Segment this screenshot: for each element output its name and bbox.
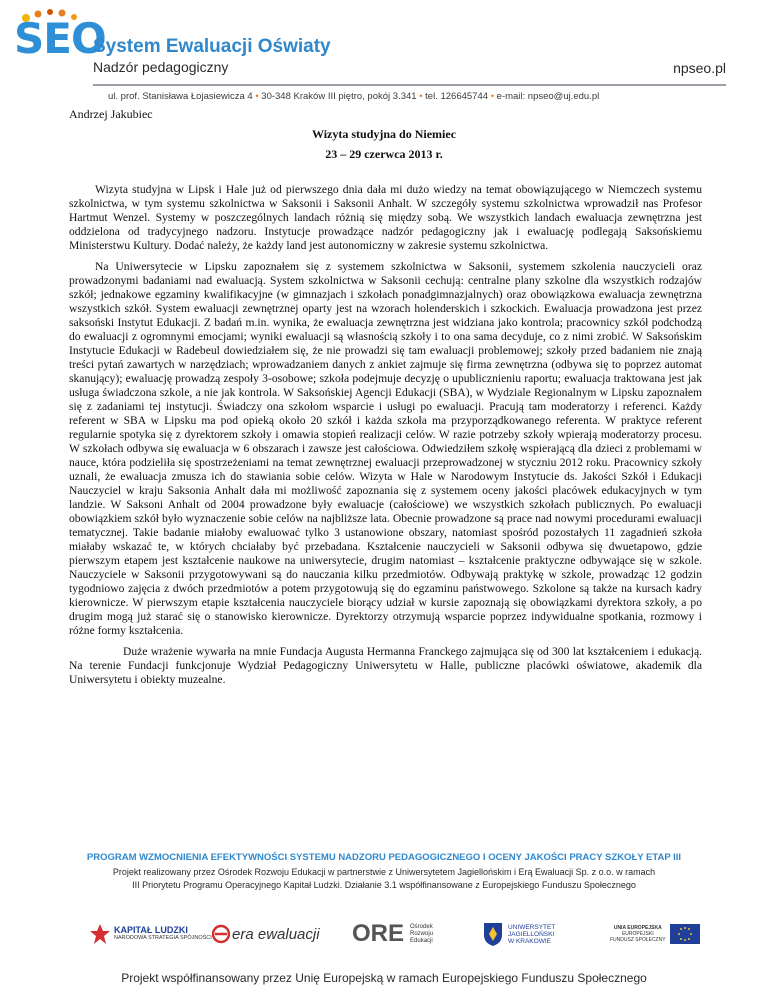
logo-text: SEO <box>14 14 106 63</box>
paragraph-1: Wizyta studyjna w Lipsk i Hale już od pierwszego dnia dała mi dużo wiedzy na temat obowiązującego w Niemczech systemu szkolnictwa, w tym systemu szkolnictwa w Saksonii i Saksonii Anhalt. W szczegóły systemu szkolnictwa wprowadził nas Profesor Hartmut Wenzel. Systemy w poszczególnych landach różnią się między sobą. We wszystkich landach ewaluacja zewnętrzna jest oddzielona od tradycyjnego nadzoru. Instytucje prowadzące nadzór pedagogiczny jak i ewaluację podlegają Saksońskiemu Ministerstwu Kultury. Dodać należy, że każdy land jest autonomiczny w zakresie systemu szkolnictwa. <box>69 183 702 252</box>
document-body <box>69 183 702 694</box>
uj-line3: W KRAKOWIE <box>508 937 551 945</box>
eu-line1: UNIA EUROPEJSKA <box>613 925 662 931</box>
ore-sub1: Ośrodek <box>410 923 433 930</box>
eu-flag-icon <box>670 924 700 944</box>
project-line-1: Projekt realizowany przez Ośrodek Rozwoju Edukacji w partnerstwie z Uniwersytetem Jagiellońskim i Erą Ewaluacji Sp. z o.o. w ramach <box>112 867 656 877</box>
document-date: 23 – 29 czerwca 2013 r. <box>325 147 443 161</box>
address-email[interactable]: e-mail: npseo@uj.edu.pl <box>496 91 600 102</box>
uj-line1: UNIWERSYTET <box>508 923 556 931</box>
kl-sub: NARODOWA STRATEGIA SPÓJNOŚCI <box>114 935 212 941</box>
ore-mark: ORE <box>352 920 405 947</box>
address-line <box>108 91 599 102</box>
header-divider <box>93 84 726 86</box>
kl-star-icon <box>90 923 110 945</box>
project-line-2: III Priorytetu Programu Operacyjnego Kapitał Ludzki. Działanie 3.1 współfinansowane z Europejskiego Funduszu Społecznego <box>132 880 636 890</box>
org-subtitle: Nadzór pedagogiczny <box>93 59 229 75</box>
ore-logo <box>352 908 433 960</box>
paragraph-2: Na Uniwersytecie w Lipsku zapoznałem się z systemem szkolnictwa w Saksonii, systemem szkolenia nauczycieli oraz prowadzonymi badaniami nad ewaluacją. System szkolnictwa w Saksonii cechują: centralne plany szkolne dla wszystkich rodzajów szkół; jednakowe egzaminy kwalifikacyjne (w gimnazjach i szkołach ponadgimnazjalnych) oraz obowiązkowa ewaluacja zewnętrzna wszystkich szkół. System ewaluacji zewnętrznej oparty jest na wzorach holenderskich i szkockich. Ewaluacja prowadzona jest przez saksoński Instytut Edukacji. Z badań m.in. wynika, że ewaluacja zewnętrzna jest widziana jako kontrola; pracownicy szkół podchodzą do ewaluacji z ogromnymi emocjami; wyniki ewaluacji są własnością szkoły i to ona sama decyduje, co z nimi zrobić. W Saksońskim Instytucie Edukacji w Radebeul dowiedziałem się, że nie prowadzi się tam ewaluacji problemowej; szkoły przed badaniem nie znają treści pytań zawartych w narzędziach; wprowadzaniem danych z ankiet zajmuje się firma zewnętrzna (odbywa się to poprzez automat skanujący); ewaluację prowadzą zespoły 3-osobowe; szkoła podejmuje decyzję o upublicznieniu raportu; ewaluacja traktowana jest jak usługa świadczona szkole, a nie jak kontrola. W Saksońskiej Agencji Edukacji (SBA), w Wydziale Regionalnym w Lipsku zapoznałem się z zadaniami tej instytucji. Świadczy ona szkołom wsparcie i usługi po ewaluacji. Pracują tam moderatorzy i referenci. Każdy referent w SBA w Lipsku ma pod opieką około 20 szkół i każda szkoła ma przyporządkowanego referenta. W praktyce referent regularnie spotyka się z dyrektorem szkoły i omawia stopień realizacji celów. W razie potrzeby szkoły wpierają moderatorzy procesu. W szkołach odbywa się ewaluacja w 6 obszarach i zawsze jest całościowa. Odwiedziłem szkołę wspierającą dla dzieci z problemami w nauce, która podzieliła się spostrzeżeniami na temat zewnętrznej ewaluacji przeprowadzonej w styczniu 2012 roku. Pracownicy szkoły uznali, że ewaluacja zmusza ich do stawiania sobie celów. Wizyta w Hale w Narodowym Instytucie ds. Jakości Szkół i Edukacji Nauczyciel w kraju Saksonia Anhalt dała mi możliwość zapoznania się z systemem oceny jakości placówek edukacyjnych w tym landzie. W Saksoni Anhalt od 2004 prowadzone były ewaluacje (całościowe) we wszystkich szkołach publicznych. Po ewaluacji obowiązkiem szkół było wyznaczenie sobie celów na najbliższe lata. Obecnie prowadzone są prace nad nowymi procedurami ewaluacji tematycznej. Takie badanie miałoby ewaluować tylko 3 ustanowione obszary, natomiast spośród pozostałych 11 zagadnień szkoła miałaby wskazać te, w których chciałaby być przebadana. Kształcenie nauczycieli w Saksonii odbywa się dwuetapowo, gdzie pierwszym etapem jest kształcenie naukowe na uniwersytecie, drugim natomiast – kształcenie praktyczne odbywające się w szkole. Nauczyciele w Saksonii przygotowywani są do nauczania kilku przedmiotów. Odbywają praktykę w szkole, prowadząc 12 godzin tygodniowo zajęcia z dwóch przedmiotów a potem przygotowują się do egzaminu państwowego. Szkolone są także na kursach kadry kierownicze. W pierwszym etapie kształcenia nauczyciele biorący udział w kursie zapoznają się obowiązkami dyrektora szkoły, a po drugim mogą już starać się o stanowisko kierownicze. Dyrektorzy otrzymują wsparcie poprzez indywidualne spotkania, rozmowy i różne formy kształcenia. <box>69 260 702 637</box>
era-ewaluacji-logo <box>212 908 320 960</box>
address-city: 30-348 Kraków III piętro, pokój 3.341 <box>261 91 417 102</box>
kl-name: KAPITAŁ LUDZKI <box>114 925 188 935</box>
eu-line3: FUNDUSZ SPOŁECZNY <box>610 937 666 943</box>
document-title: Wizyta studyjna do Niemiec <box>311 127 457 141</box>
address-phone: tel. 126645744 <box>425 91 489 102</box>
program-title: PROGRAM WZMOCNIENIA EFEKTYWNOŚCI SYSTEMU NADZORU PEDAGOGICZNEGO I OCENY JAKOŚCI PRACY SZKOŁY ETAP III <box>86 852 682 863</box>
ore-sub2: Rozwoju <box>410 930 434 937</box>
address-separator: • <box>419 91 423 102</box>
eu-line2: EUROPEJSKI <box>621 931 654 937</box>
era-icon <box>212 923 230 945</box>
era-name: era ewaluacji <box>232 925 320 943</box>
uj-crest-icon <box>482 921 504 947</box>
author-name: Andrzej Jakubiec <box>69 107 153 121</box>
cofinancing-note: Projekt współfinansowany przez Unię Europejską w ramach Europejskiego Funduszu Społecznego <box>121 971 647 985</box>
kapital-ludzki-logo <box>90 908 212 960</box>
uj-line2: JAGIELLOŃSKI <box>508 930 555 938</box>
uj-logo <box>482 908 555 960</box>
paragraph-3: Duże wrażenie wywarła na mnie Fundacja Augusta Hermanna Franckego zajmująca się od 300 lat kształceniem i edukacją. Na terenie Fundacji funkcjonuje Wydział Pedagogiczny Uniwersytetu w Halle, publiczne placówki oświatowe, akademik dla Uniwersytetu i obiekty muzealne. <box>69 645 702 686</box>
org-name: System Ewaluacji Oświaty <box>93 36 331 57</box>
partner-logos <box>90 908 700 960</box>
eu-logo <box>610 908 700 960</box>
ore-sub3: Edukacji <box>410 937 433 944</box>
address-separator: • <box>490 91 495 102</box>
address-separator: • <box>255 91 259 102</box>
address-street: ul. prof. Stanisława Łojasiewicza 4 <box>108 91 253 102</box>
site-url[interactable]: npseo.pl <box>673 60 726 76</box>
